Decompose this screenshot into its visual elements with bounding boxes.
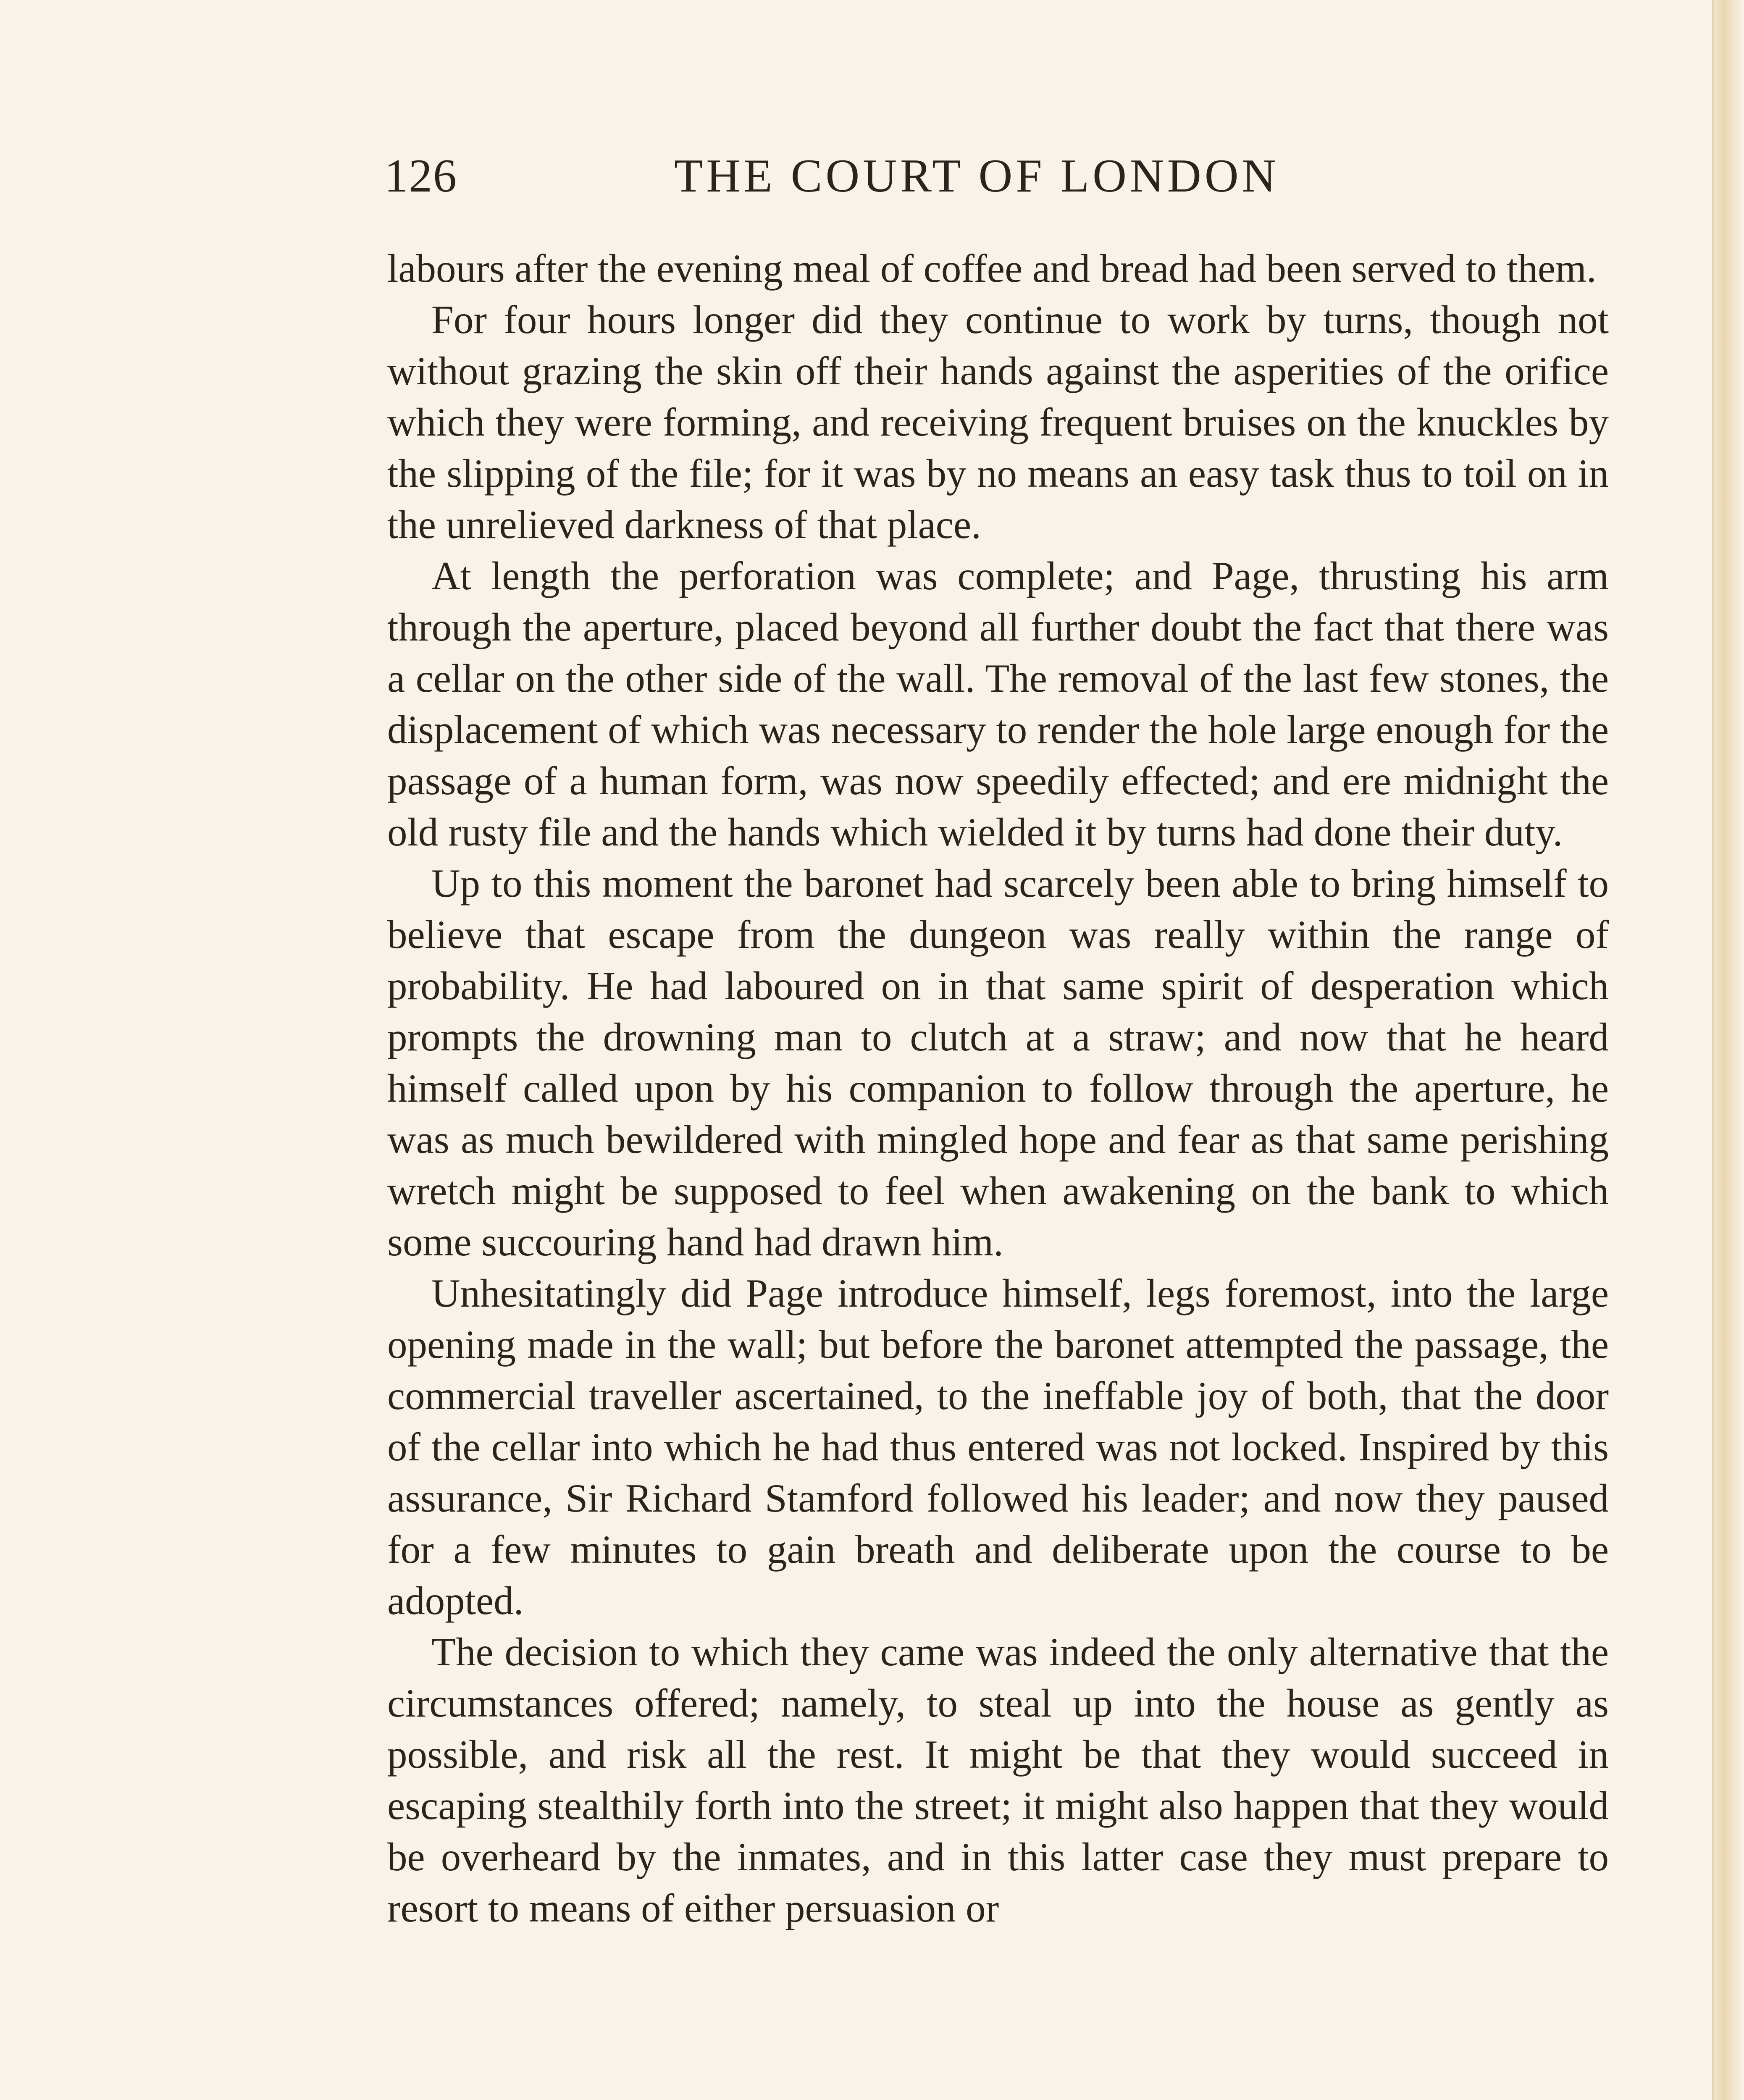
body-text (387, 243, 1609, 1934)
page-edge (1714, 0, 1744, 2100)
paragraph: Up to this moment the baronet had scarcely been able to bring himself to believe that escape from the dungeon was really within the range of probability. He had laboured on in that same spirit of desperation which prompts the drowning man to clutch at a straw; and now that he heard himself called upon by his companion to follow through the aperture, he was as much bewildered with mingled hope and fear as that same perishing wretch might be supposed to feel when awakening on the bank to which some succouring hand had drawn him. (387, 861, 1609, 1264)
paragraph: At length the perforation was complete; and Page, thrusting his arm through the aperture, placed beyond all further doubt the fact that there was a cellar on the other side of the wall. The removal of the last few stones, the displacement of which was necessary to render the hole large enough for the passage of a human form, was now speedily effected; and ere midnight the old rusty file and the hands which wielded it by turns had done their duty. (387, 554, 1609, 854)
paragraph: Unhesitatingly did Page introduce himself, legs foremost, into the large opening made in the wall; but before the baronet attempted the passage, the commercial traveller ascertained, to the ineffable joy of both, that the door of the cellar into which he had thus entered was not locked. Inspired by this assurance, Sir Richard Stamford followed his leader; and now they paused for a few minutes to gain breath and deliberate upon the course to be adopted. (387, 1271, 1609, 1623)
page-header (384, 149, 1611, 216)
paragraph: The decision to which they came was indeed the only alternative that the circumstances offered; namely, to steal up into the house as gently as possible, and risk all the rest. It might be that they would succeed in escaping stealthily forth into the street; it might also happen that they would be overheard by the inmates, and in this latter case they must prepare to resort to means of either persuasion or (387, 1630, 1609, 1930)
paragraph-continued: labours after the evening meal of coffee and bread had been served to them. (387, 246, 1597, 291)
paragraph: For four hours longer did they continue to work by turns, though not without grazing the skin off their hands against the asperities of the orifice which they were forming, and receiving frequent bruises on the knuckles by the slipping of the file; for it was by no means an easy task thus to toil on in the unrelieved darkness of that place. (387, 297, 1609, 547)
page-number: 126 (384, 150, 457, 202)
running-title: THE COURT OF LONDON (674, 150, 1279, 202)
